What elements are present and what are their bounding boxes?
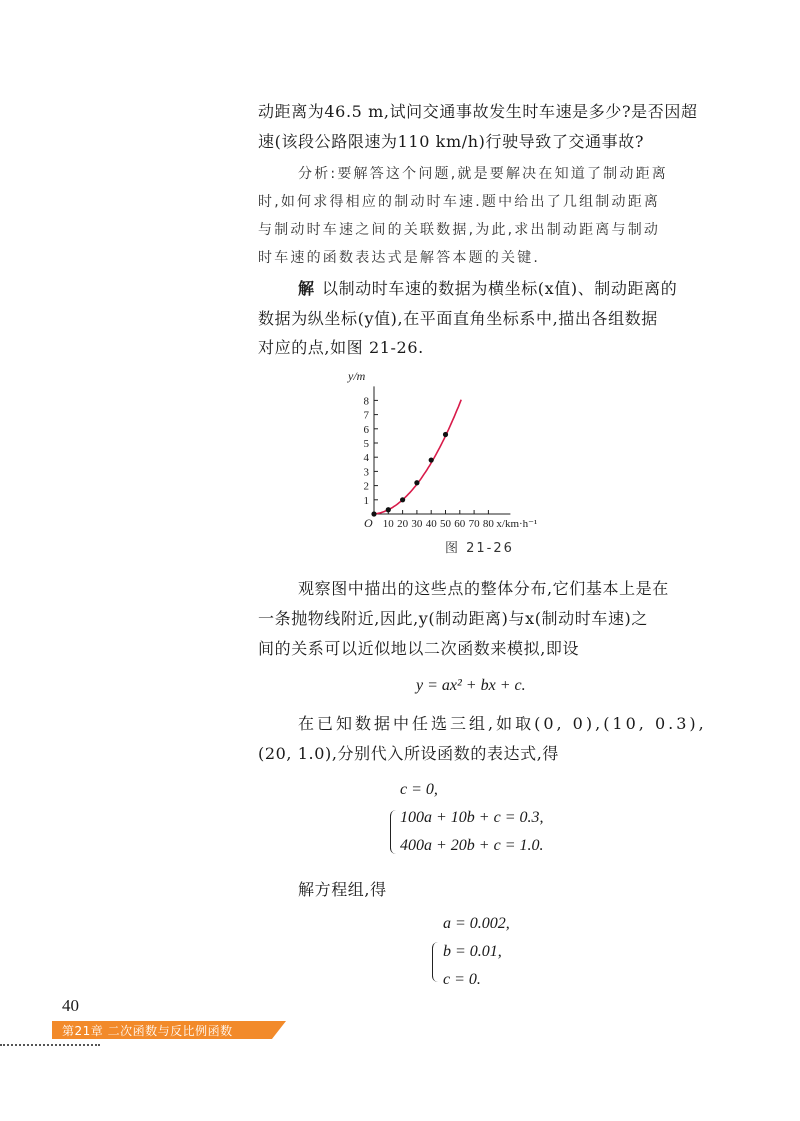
solution-line-2: 数据为纵坐标(y值),在平面直角坐标系中,描出各组数据 — [258, 309, 658, 328]
intro-line-2: 速(该段公路限速为110 km/h)行驶导致了交通事故? — [258, 132, 645, 151]
x-axis-label: x/km·h⁻¹ — [496, 518, 538, 530]
solve-label: 解方程组,得 — [298, 880, 387, 899]
x-tick-label: 60 — [454, 518, 466, 530]
y-tick-label: 3 — [363, 466, 369, 479]
scatter-chart — [338, 368, 628, 533]
x-tick-label: 80 — [482, 518, 494, 530]
solution-line-3: 对应的点,如图 21-26. — [258, 338, 424, 357]
y-tick-label: 2 — [363, 480, 369, 493]
system2-eq1: a = 0.002, — [443, 915, 510, 932]
analysis-line-4: 时车速的函数表达式是解答本题的关键. — [258, 250, 541, 266]
analysis-line-2: 时,如何求得相应的制动时车速.题中给出了几组制动距离 — [258, 194, 661, 210]
analysis-line-1: 分析:要解答这个问题,就是要解决在知道了制动距离 — [298, 166, 668, 182]
observe-line-3: 间的关系可以近似地以二次函数来模拟,即设 — [258, 639, 580, 658]
x-tick-label: 40 — [425, 518, 437, 530]
x-tick-label: 50 — [440, 518, 451, 530]
system2-eq2: b = 0.01, — [443, 943, 502, 960]
solution-label: 解 — [298, 279, 315, 298]
figure-caption: 图 21-26 — [445, 541, 514, 556]
x-tick-label: 20 — [397, 518, 409, 530]
y-tick-label: 4 — [363, 452, 369, 465]
y-tick-label: 1 — [363, 494, 369, 507]
x-tick-label: 30 — [411, 518, 423, 530]
y-tick-label: 6 — [363, 423, 369, 436]
system1-eq3: 400a + 20b + c = 1.0. — [400, 837, 544, 854]
system1-eq2: 100a + 10b + c = 0.3, — [400, 809, 544, 826]
data-point — [429, 457, 434, 462]
select-line-1: 在已知数据中任选三组,如取(0, 0),(10, 0.3), — [298, 714, 707, 733]
observe-line-2: 一条抛物线附近,因此,y(制动距离)与x(制动时车速)之 — [258, 609, 649, 628]
dotted-divider — [0, 1044, 100, 1046]
y-axis-label: y/m — [348, 369, 366, 383]
data-point — [371, 511, 376, 516]
x-tick-label: 70 — [468, 518, 480, 530]
system2-brace — [432, 942, 441, 982]
x-tick-label: 10 — [382, 518, 394, 530]
page-number: 40 — [62, 996, 79, 1015]
analysis-line-3: 与制动时车速之间的关联数据,为此,求出制动距离与制动 — [258, 222, 661, 238]
data-point — [400, 497, 405, 502]
y-tick-label: 7 — [363, 409, 369, 422]
system2-eq3: c = 0. — [443, 971, 481, 988]
chapter-title: 第21章 二次函数与反比例函数 — [62, 1024, 233, 1038]
data-point — [386, 507, 391, 512]
y-tick-label: 8 — [363, 395, 369, 408]
system1-brace — [390, 810, 399, 854]
y-tick-label: 5 — [363, 438, 369, 450]
observe-line-1: 观察图中描出的这些点的整体分布,它们基本上是在 — [298, 579, 669, 598]
data-point — [443, 432, 448, 437]
intro-line-1: 动距离为46.5 m,试问交通事故发生时车速是多少?是否因超 — [258, 102, 698, 121]
solution-line-1: 以制动时车速的数据为横坐标(x值)、制动距离的 — [322, 279, 678, 298]
system1-eq1: c = 0, — [400, 781, 438, 798]
fitted-parabola — [374, 400, 461, 514]
data-point — [414, 480, 419, 485]
model-formula: y = ax² + bx + c. — [416, 677, 526, 694]
select-line-2: (20, 1.0),分别代入所设函数的表达式,得 — [258, 744, 560, 763]
origin-label: O — [364, 516, 373, 530]
